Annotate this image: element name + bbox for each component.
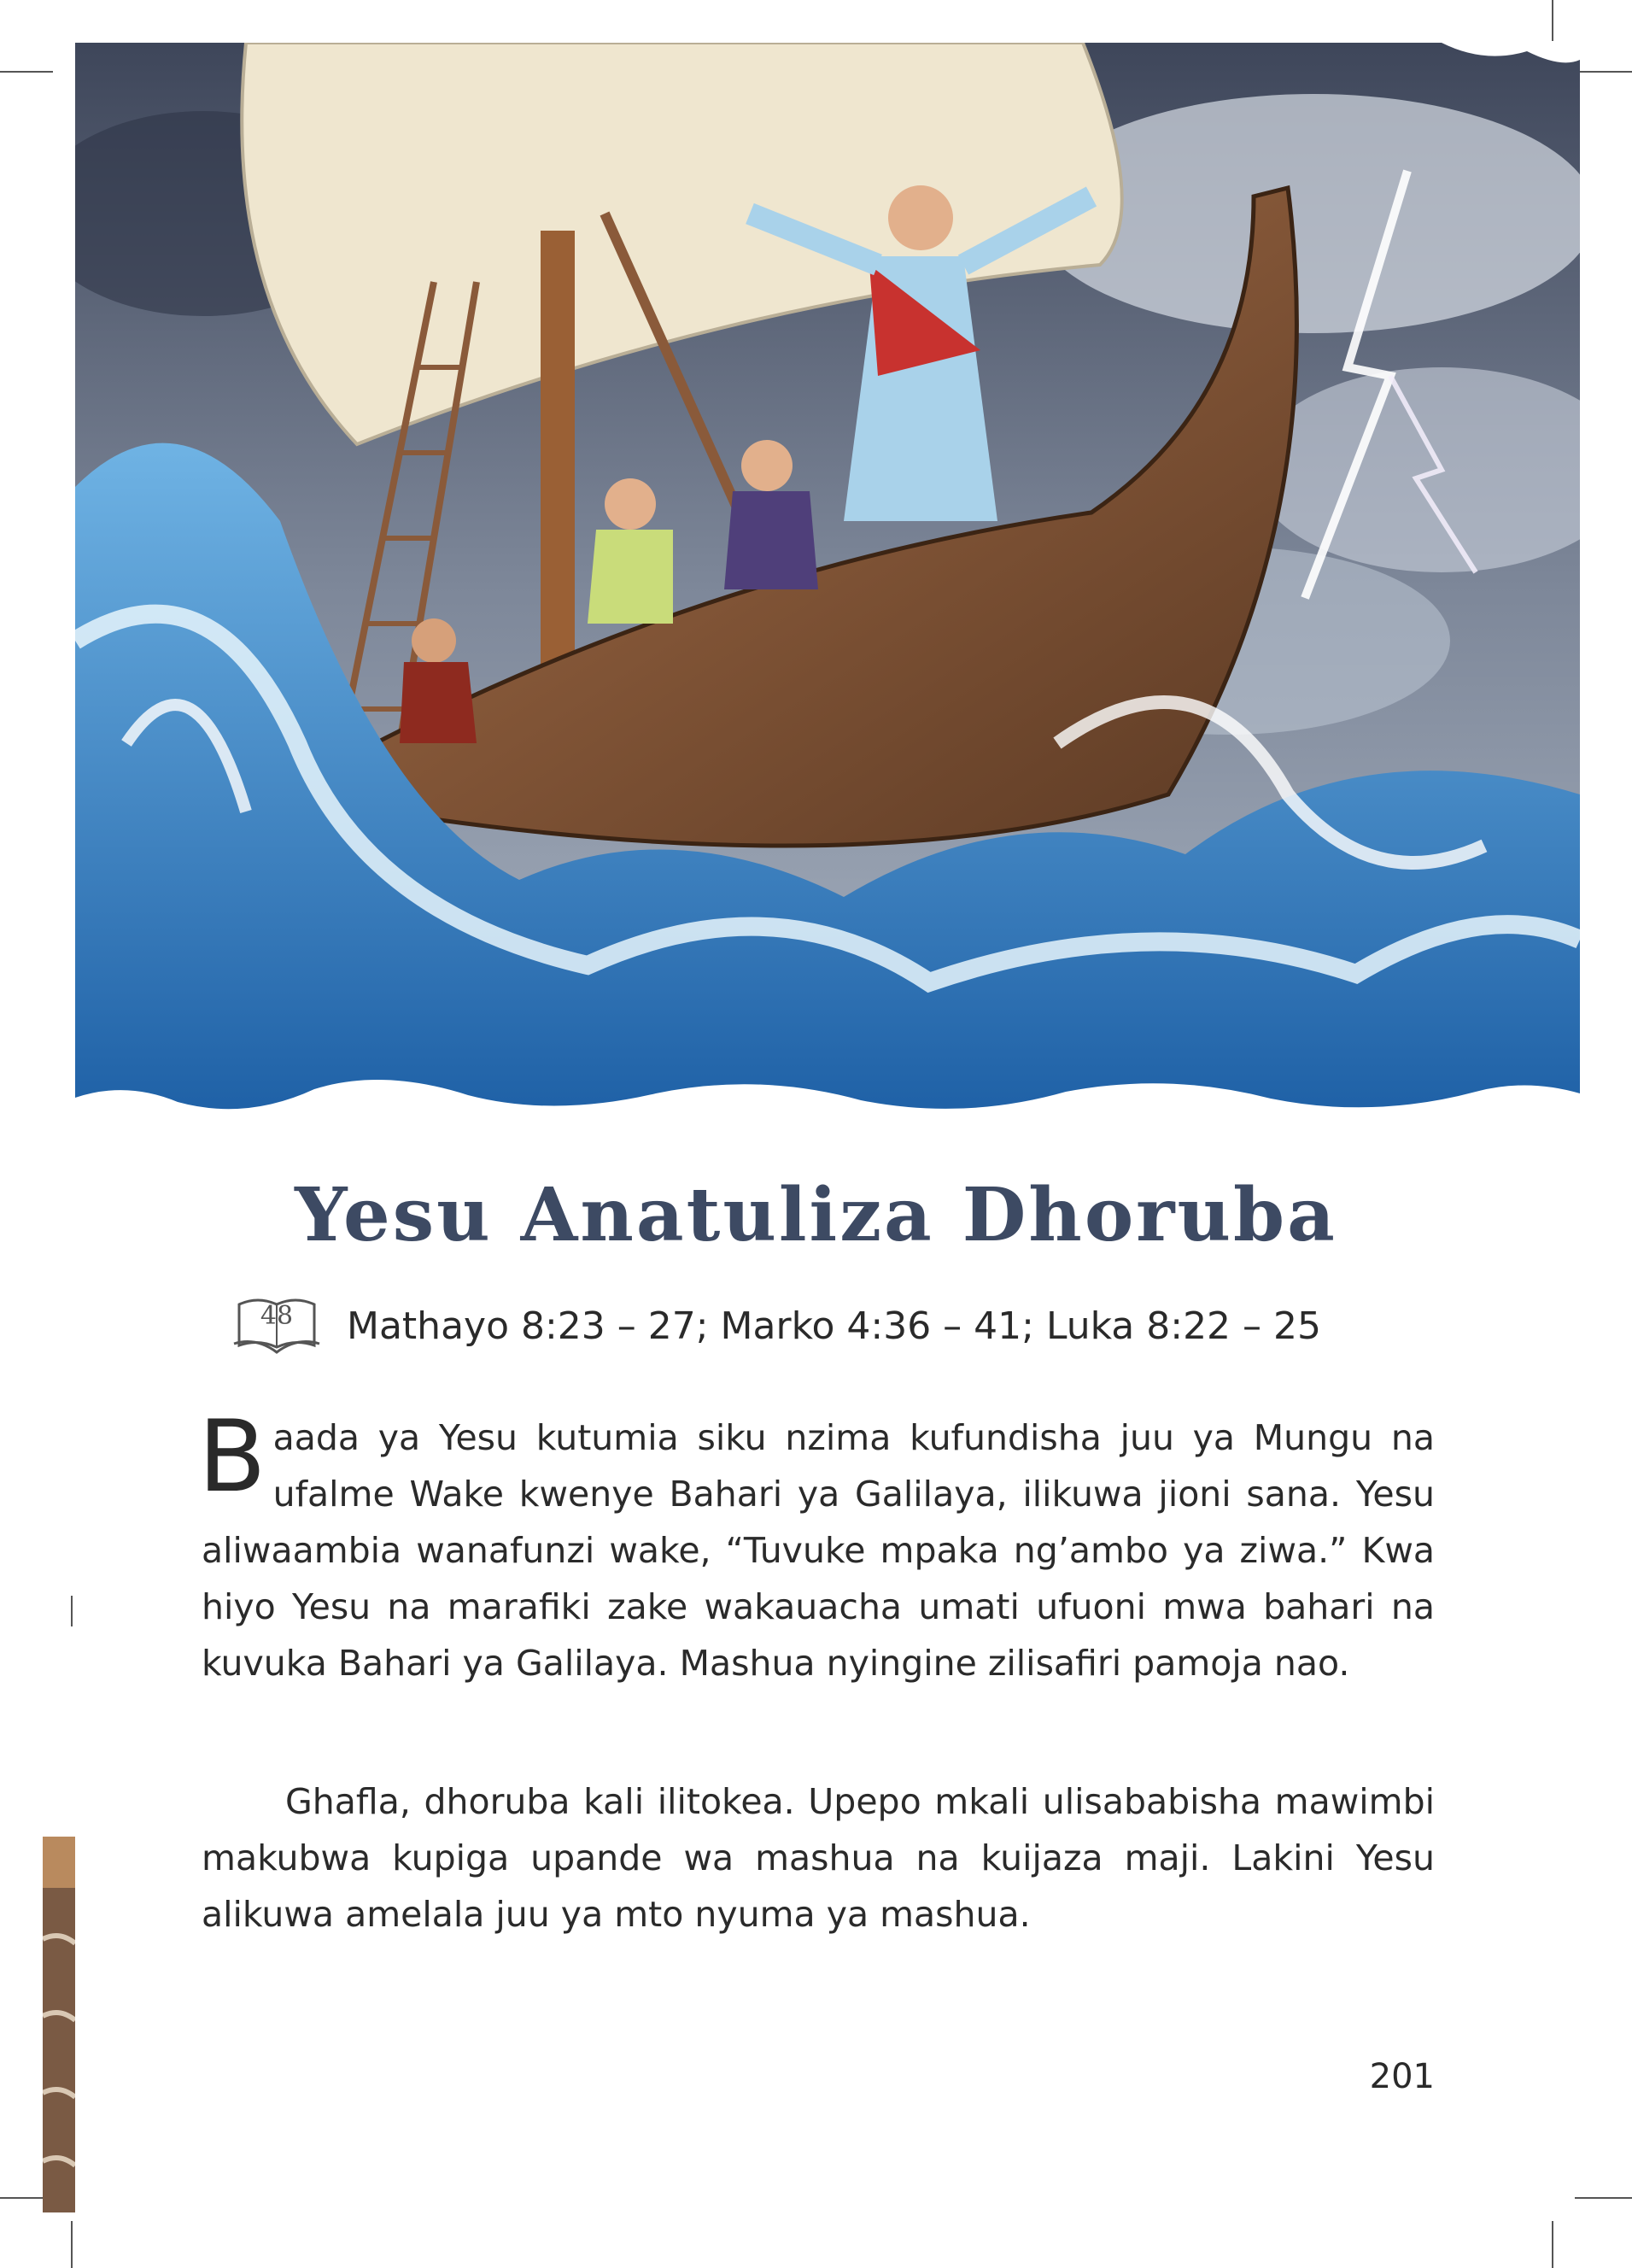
paragraph-1-text: aada ya Yesu kutumia siku nzima kufundisha juu ya Mungu na ufalme Wake kwenye Bahari ya Galilaya, ilikuwa jioni sana. Yesu aliwaambia wanafunzi wake, “Tuvuke mpaka ng’ambo ya ziwa.” Kwa hiyo Yesu na marafiki zake wakauacha umati ufuoni mwa bahari na kuvuka Bahari ya Galilaya. Mashua nyingine zilisafiri pamoja nao. xyxy=(202,1417,1435,1684)
crop-mark xyxy=(1575,71,1632,73)
page-number: 201 xyxy=(1369,2057,1435,2096)
crop-mark xyxy=(1552,2221,1553,2268)
scripture-reference: Mathayo 8:23 – 27; Marko 4:36 – 41; Luka 8:22 – 25 xyxy=(347,1304,1322,1348)
crop-mark xyxy=(71,1596,73,1626)
storm-boat-illustration xyxy=(75,43,1580,1128)
side-illustration-strip xyxy=(43,1837,75,2212)
paragraph-2: Ghafla, dhoruba kali ilitokea. Upepo mkali ulisababisha mawimbi makubwa kupiga upande wa mashua na kuijaza maji. Lakini Yesu alikuwa amelala juu ya mto nyuma ya mashua. xyxy=(202,1781,1435,1935)
paragraph-1 xyxy=(198,1399,1435,1691)
story-title: Yesu Anatuliza Dhoruba xyxy=(295,1172,1337,1258)
crop-mark xyxy=(1575,2197,1632,2199)
drop-cap: B xyxy=(198,1399,266,1515)
open-book-icon xyxy=(232,1294,321,1357)
crop-mark xyxy=(0,71,53,73)
crop-mark xyxy=(71,2221,73,2268)
book-number: 48 xyxy=(260,1301,294,1331)
crop-mark xyxy=(1552,0,1553,41)
scripture-reference-row xyxy=(232,1292,1321,1360)
